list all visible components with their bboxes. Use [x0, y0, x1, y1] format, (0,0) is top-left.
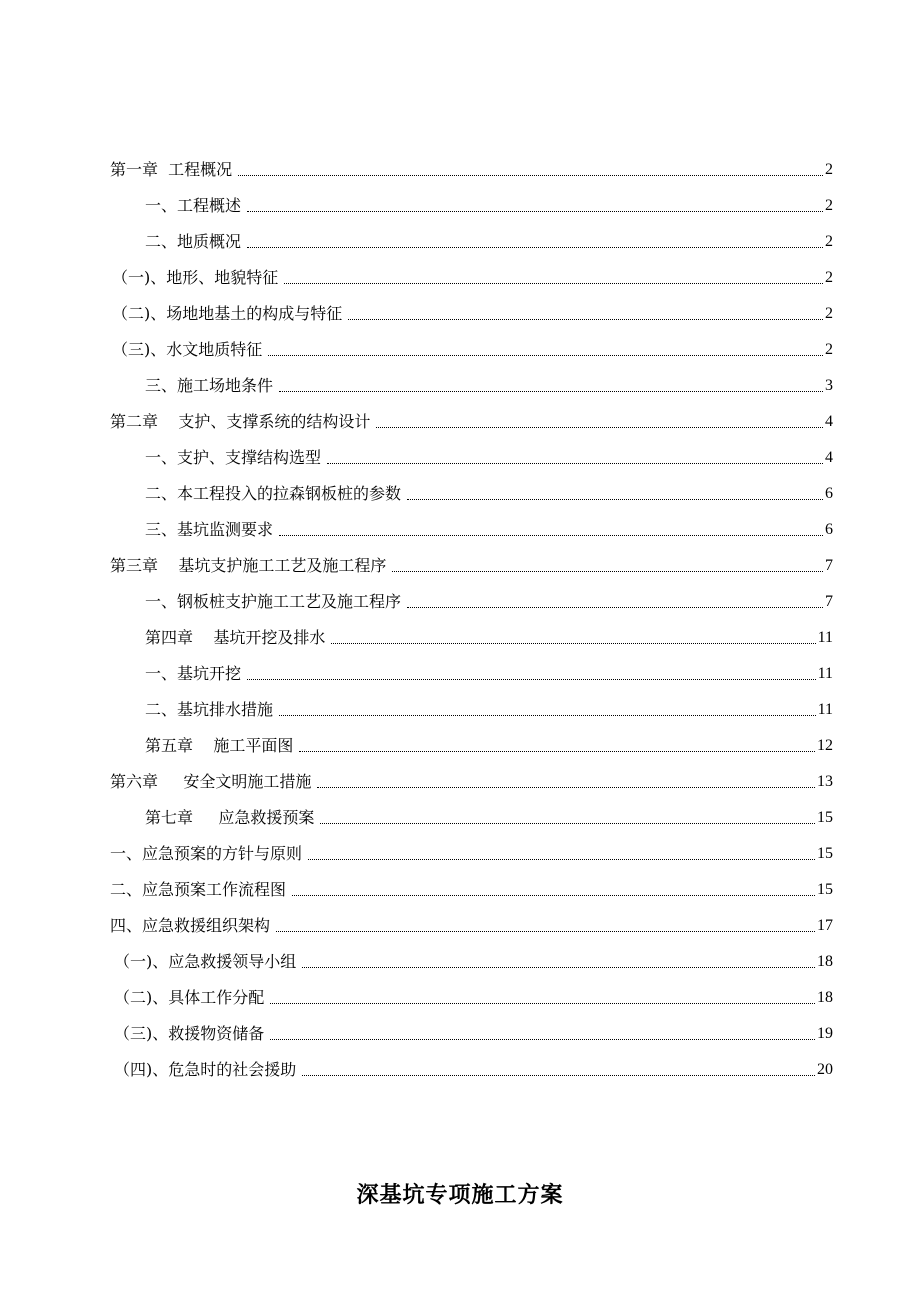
- toc-entry[interactable]: [145, 368, 833, 404]
- toc-leader-dots: [317, 772, 815, 792]
- toc-leader-dots: [320, 808, 815, 828]
- toc-entry-page: 7: [825, 557, 833, 574]
- toc-entry[interactable]: [145, 800, 833, 836]
- toc-entry[interactable]: [114, 1052, 833, 1088]
- toc-entry-label: （四)、危急时的社会援助: [114, 1060, 297, 1079]
- toc-entry-page: 2: [825, 197, 833, 214]
- toc-entry-page: 2: [825, 233, 833, 250]
- toc-entry-page: 13: [817, 773, 833, 790]
- toc-leader-dots: [331, 628, 815, 648]
- toc-entry-page: 19: [817, 1025, 833, 1042]
- toc-entry[interactable]: [145, 440, 833, 476]
- toc-entry-page: 15: [817, 845, 833, 862]
- toc-entry-label: 一、支护、支撑结构选型: [145, 448, 322, 467]
- toc-entry[interactable]: [145, 224, 833, 260]
- toc-leader-dots: [348, 304, 823, 324]
- toc-entry[interactable]: [145, 620, 833, 656]
- toc-entry-label: 一、基坑开挖: [145, 664, 242, 683]
- toc-leader-dots: [302, 1060, 815, 1080]
- toc-entry-label: 三、基坑监测要求: [145, 520, 274, 539]
- toc-entry[interactable]: [110, 764, 833, 800]
- toc-entry-label: （二)、具体工作分配: [114, 988, 265, 1007]
- toc-entry[interactable]: [112, 260, 833, 296]
- toc-leader-dots: [284, 268, 823, 288]
- toc-entry[interactable]: [145, 188, 833, 224]
- toc-leader-dots: [247, 664, 816, 684]
- toc-leader-dots: [392, 556, 823, 576]
- toc-leader-dots: [247, 196, 823, 216]
- toc-leader-dots: [268, 340, 823, 360]
- toc-entry[interactable]: [145, 476, 833, 512]
- toc-entry-page: 11: [817, 629, 833, 646]
- toc-entry-page: 7: [825, 593, 833, 610]
- toc-entry-page: 18: [817, 989, 833, 1006]
- toc-entry-page: 3: [825, 377, 833, 394]
- toc-entry-page: 4: [825, 449, 833, 466]
- toc-entry-label: 四、应急救援组织架构: [110, 916, 271, 935]
- toc-entry-label: 二、本工程投入的拉森钢板桩的参数: [145, 484, 402, 503]
- toc-entry[interactable]: [112, 296, 833, 332]
- toc-entry-page: 15: [817, 809, 833, 826]
- toc-entry-label: 二、基坑排水措施: [145, 700, 274, 719]
- toc-entry-label: （一)、地形、地貌特征: [112, 268, 279, 287]
- toc-entry-label: 一、应急预案的方针与原则: [110, 844, 303, 863]
- toc-entry-label: 第二章 支护、支撑系统的结构设计: [110, 412, 371, 431]
- toc-entry-label: 一、钢板桩支护施工工艺及施工程序: [145, 592, 402, 611]
- toc-entry-label: （一)、应急救援领导小组: [114, 952, 297, 971]
- toc-entry[interactable]: [114, 980, 833, 1016]
- toc-leader-dots: [407, 484, 823, 504]
- toc-entry-label: 第七章 应急救援预案: [145, 808, 315, 827]
- toc-leader-dots: [376, 412, 823, 432]
- toc-entry-page: 6: [825, 521, 833, 538]
- toc-entry[interactable]: [110, 152, 833, 188]
- toc-entry[interactable]: [112, 332, 833, 368]
- toc-entry-page: 2: [825, 341, 833, 358]
- toc-entry[interactable]: [145, 656, 833, 692]
- toc-entry-page: 2: [825, 269, 833, 286]
- toc-entry-page: 6: [825, 485, 833, 502]
- toc-entry-page: 2: [825, 305, 833, 322]
- toc-leader-dots: [270, 1024, 815, 1044]
- toc-leader-dots: [292, 880, 815, 900]
- toc-entry-label: 二、应急预案工作流程图: [110, 880, 287, 899]
- toc-leader-dots: [407, 592, 823, 612]
- toc-entry-label: （二)、场地地基土的构成与特征: [112, 304, 343, 323]
- toc-entry-label: 第三章 基坑支护施工工艺及施工程序: [110, 556, 387, 575]
- toc-leader-dots: [302, 952, 815, 972]
- toc-entry[interactable]: [114, 944, 833, 980]
- toc-leader-dots: [299, 736, 815, 756]
- toc-entry-page: 4: [825, 413, 833, 430]
- toc-entry-page: 11: [817, 665, 833, 682]
- toc-entry[interactable]: [110, 872, 833, 908]
- toc-entry-label: （三)、水文地质特征: [112, 340, 263, 359]
- toc-entry-label: 一、工程概述: [145, 196, 242, 215]
- toc-entry-label: 第四章 基坑开挖及排水: [145, 628, 326, 647]
- toc-entry-page: 17: [817, 917, 833, 934]
- toc-entry[interactable]: [114, 1016, 833, 1052]
- toc-entry[interactable]: [145, 512, 833, 548]
- toc-entry-label: 二、地质概况: [145, 232, 242, 251]
- document-title: 深基坑专项施工方案: [356, 1182, 564, 1208]
- toc-entry-label: 第一章 工程概况: [110, 160, 233, 179]
- toc-entry[interactable]: [145, 584, 833, 620]
- toc-entry-label: 第六章 安全文明施工措施: [110, 772, 312, 791]
- toc-leader-dots: [270, 988, 815, 1008]
- toc-entry-label: 第五章 施工平面图: [145, 736, 294, 755]
- toc-entry[interactable]: [145, 728, 833, 764]
- toc-entry[interactable]: [110, 836, 833, 872]
- toc-entry[interactable]: [110, 908, 833, 944]
- toc-entry-page: 15: [817, 881, 833, 898]
- toc-entry-page: 18: [817, 953, 833, 970]
- toc-leader-dots: [279, 700, 816, 720]
- toc-leader-dots: [238, 160, 823, 180]
- toc-leader-dots: [308, 844, 815, 864]
- toc-leader-dots: [276, 916, 815, 936]
- toc-leader-dots: [327, 448, 823, 468]
- toc-entry-page: 11: [817, 701, 833, 718]
- toc-entry-page: 2: [825, 161, 833, 178]
- toc-entry-label: 三、施工场地条件: [145, 376, 274, 395]
- toc-entry-page: 12: [817, 737, 833, 754]
- toc-entry-label: （三)、救援物资储备: [114, 1024, 265, 1043]
- toc-entry[interactable]: [110, 404, 833, 440]
- toc-entry-page: 20: [817, 1061, 833, 1078]
- toc-leader-dots: [279, 520, 823, 540]
- toc-entry[interactable]: [145, 692, 833, 728]
- toc-leader-dots: [247, 232, 823, 252]
- toc-leader-dots: [279, 376, 823, 396]
- toc-entry[interactable]: [110, 548, 833, 584]
